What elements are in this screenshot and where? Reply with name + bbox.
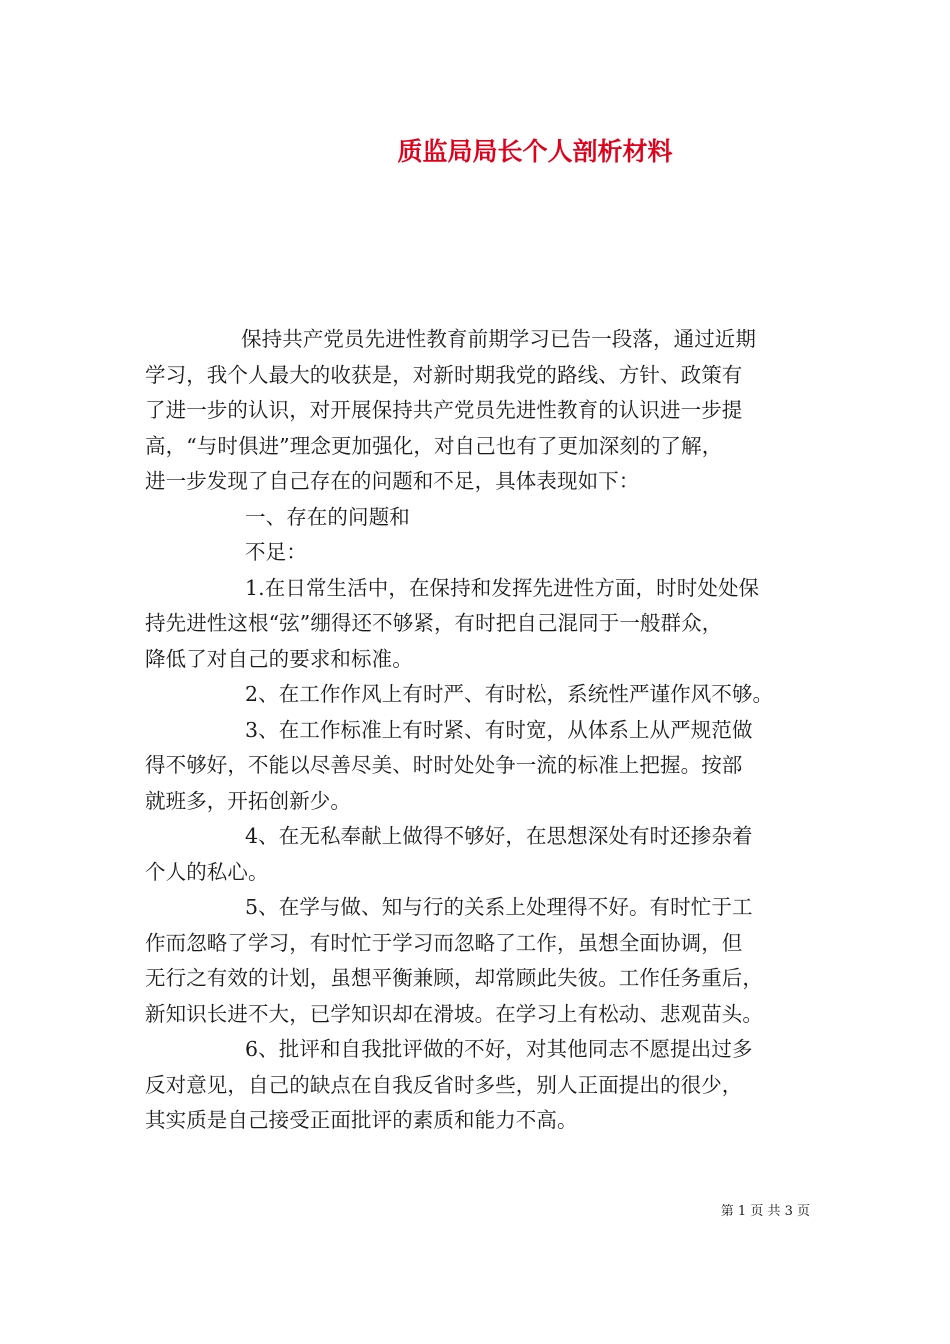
list-item-1: 1.在日常生活中，在保持和发挥先进性方面，时时处处保	[245, 575, 760, 600]
list-item-4: 4、在无私奉献上做得不够好，在思想深处有时还掺杂着	[245, 824, 753, 848]
document-title: 质监局局长个人剖析材料	[397, 137, 673, 166]
paragraph-line: 学习，我个人最大的收获是，对新时期我党的路线、方针、政策有	[145, 362, 743, 387]
list-item-2: 2、在工作作风上有时严、有时松，系统性严谨作风不够。	[245, 682, 774, 706]
paragraph-line: 作而忽略了学习，有时忙于学习而忽略了工作，虽想全面协调，但	[145, 930, 743, 955]
paragraph-line: 其实质是自己接受正面批评的素质和能力不高。	[145, 1108, 578, 1132]
paragraph-line: 保持共产党员先进性教育前期学习已告一段落，通过近期	[241, 327, 756, 351]
paragraph-line: 高，“与时俱进”理念更加强化，对自己也有了更加深刻的了解，	[145, 433, 723, 458]
page-number: 第 1 页 共 3 页	[720, 1204, 810, 1219]
paragraph-line: 得不够好，不能以尽善尽美、时时处处争一流的标准上把握。按部	[145, 753, 743, 777]
document-body	[145, 322, 815, 1139]
paragraph-line: 就班多，开拓创新少。	[145, 788, 351, 813]
paragraph-line: 进一步发现了自己存在的问题和不足，具体表现如下：	[145, 469, 640, 493]
section-heading: 一、存在的问题和	[245, 504, 410, 529]
paragraph-line: 持先进性这根“弦”绷得还不够紧，有时把自己混同于一般群众，	[145, 611, 723, 635]
list-item-6: 6、批评和自我批评做的不好，对其他同志不愿提出过多	[245, 1037, 753, 1061]
list-item-5: 5、在学与做、知与行的关系上处理得不好。有时忙于工	[245, 895, 753, 919]
paragraph-line: 个人的私心。	[145, 859, 269, 884]
section-heading: 不足：	[245, 540, 307, 564]
paragraph-line: 反对意见，自己的缺点在自我反省时多些，别人正面提出的很少，	[145, 1072, 743, 1097]
paragraph-line: 了进一步的认识，对开展保持共产党员先进性教育的认识进一步提	[145, 398, 743, 422]
paragraph-line: 新知识长进不大，已学知识却在滑坡。在学习上有松动、悲观苗头。	[145, 1001, 763, 1026]
list-item-3: 3、在工作标准上有时紧、有时宽，从体系上从严规范做	[245, 717, 753, 742]
paragraph-line: 降低了对自己的要求和标准。	[145, 646, 413, 671]
paragraph-line: 无行之有效的计划，虽想平衡兼顾，却常顾此失彼。工作任务重后，	[145, 966, 763, 990]
